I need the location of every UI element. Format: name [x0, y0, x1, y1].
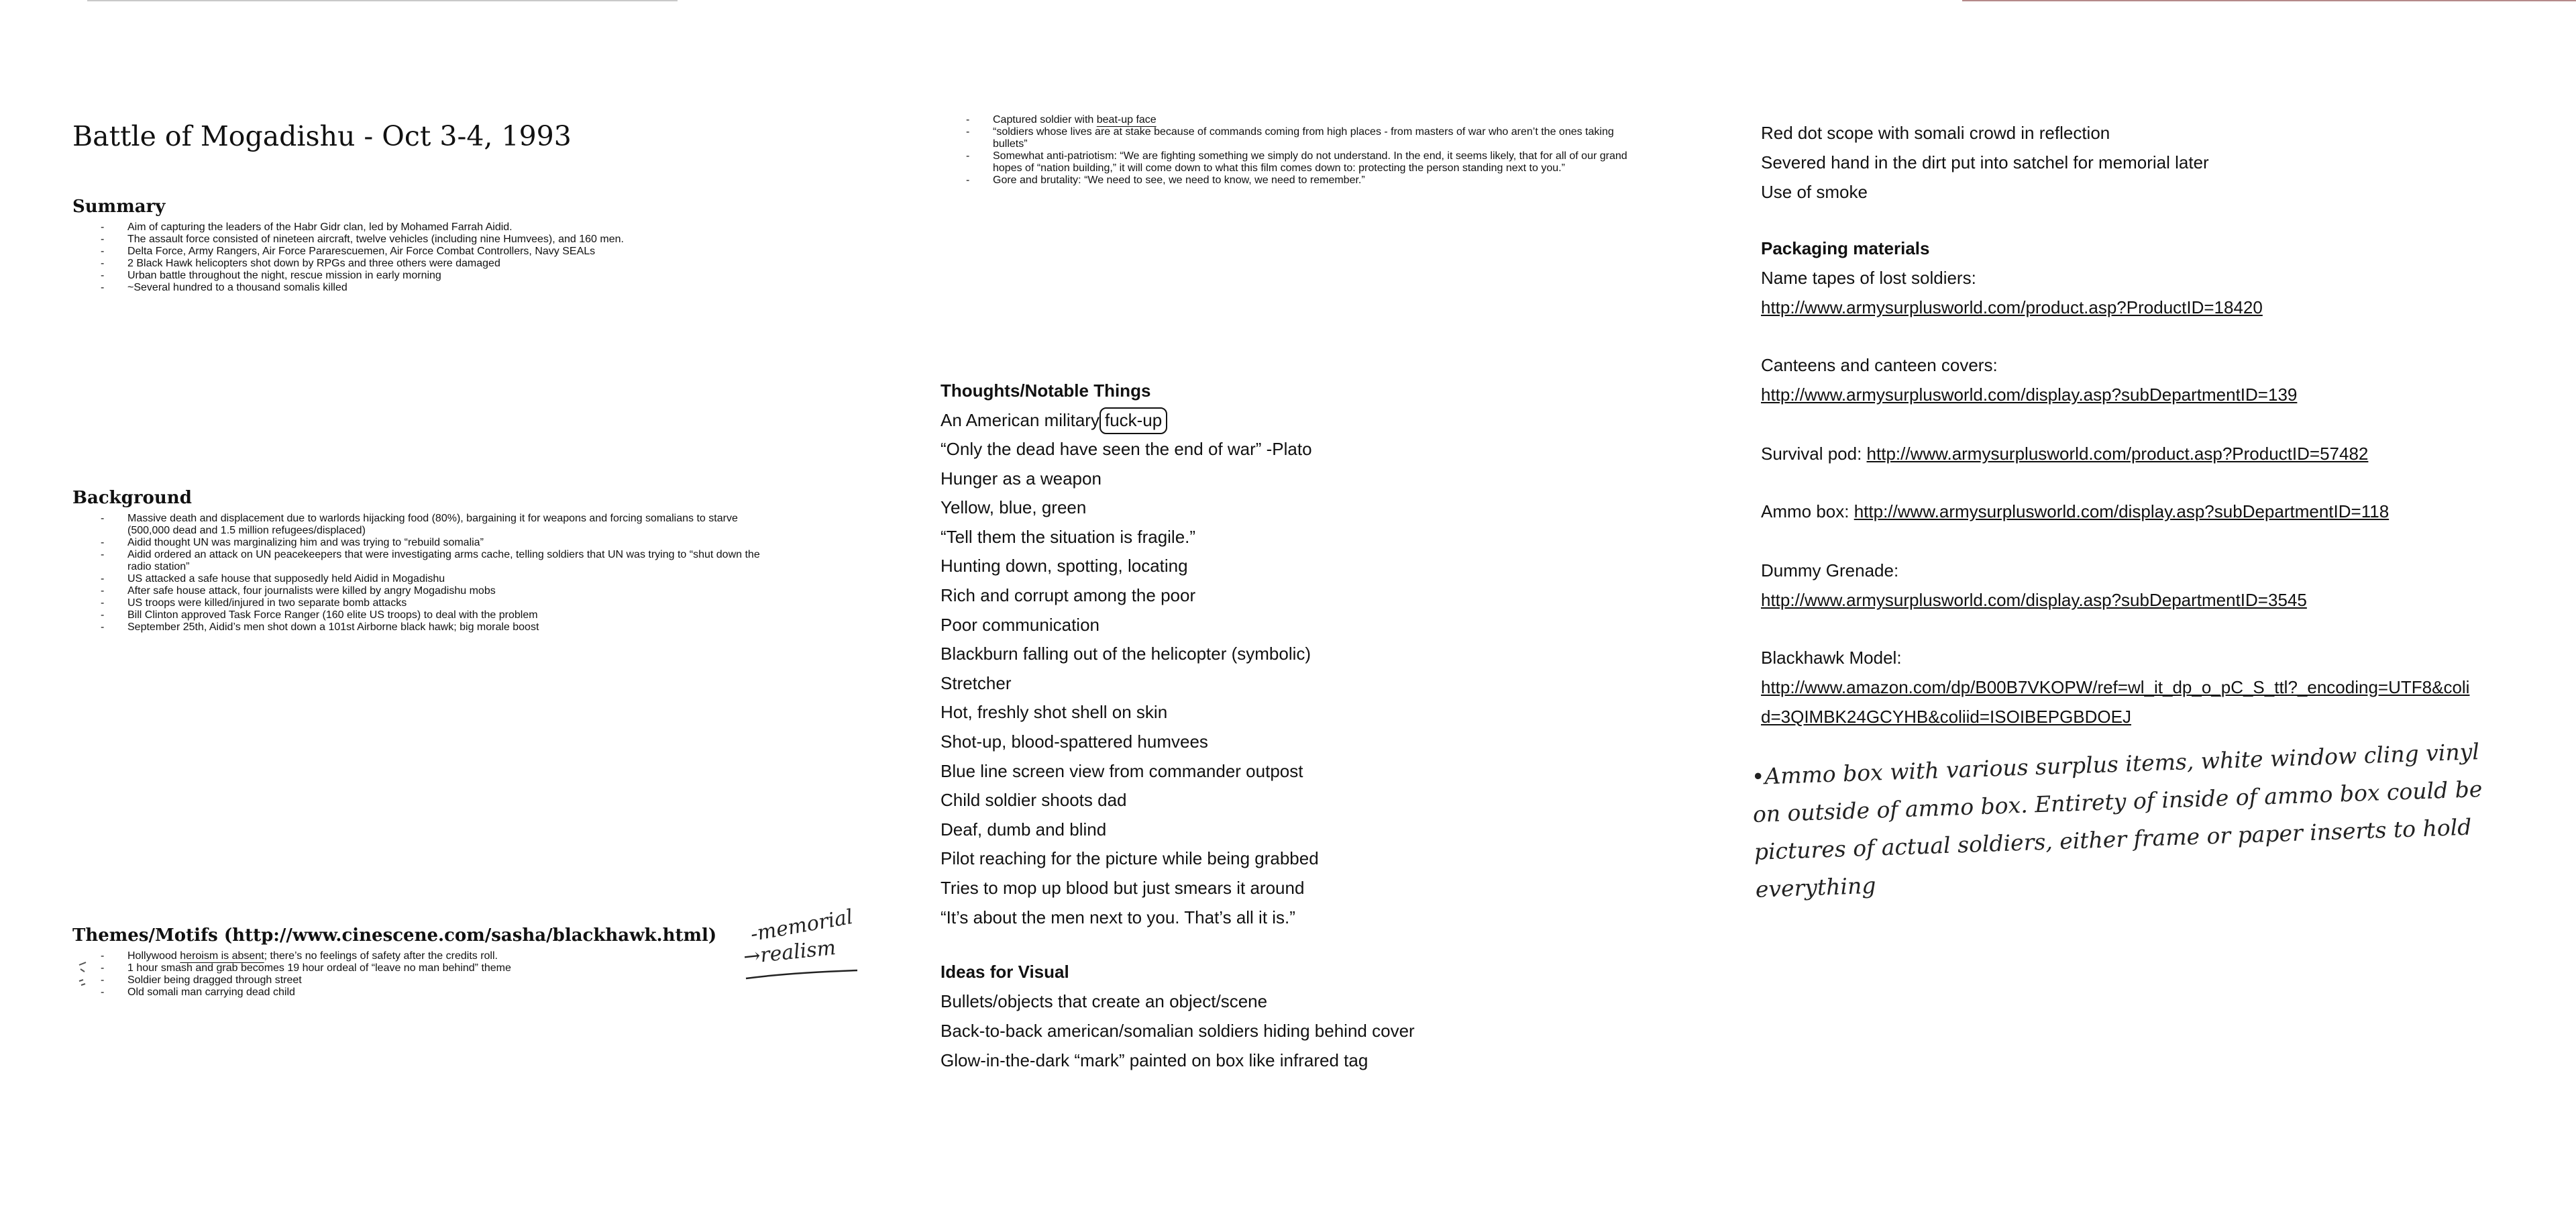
- page-title: Battle of Mogadishu - Oct 3-4, 1993: [72, 120, 572, 152]
- handwritten-note-line: everything: [1755, 872, 1876, 903]
- summary-heading: Summary: [72, 197, 166, 217]
- list-item: Deaf, dumb and blind: [941, 819, 1107, 840]
- canteens-link[interactable]: http://www.armysurplusworld.com/display.asp?subDepartmentID=139: [1761, 385, 2298, 405]
- thoughts-list: [941, 435, 1319, 932]
- summary-list: [101, 221, 771, 294]
- themes-heading: Themes/Motifs (http://www.cinescene.com/sasha/blackhawk.html): [72, 925, 717, 946]
- list-item: - Old somali man carrying dead child: [101, 986, 825, 999]
- list-item: Severed hand in the dirt put into satchel for memorial later: [1761, 152, 2209, 172]
- list-item: [966, 114, 1650, 126]
- list-item: Stretcher: [941, 672, 1012, 693]
- list-item: - “soldiers whose lives are at stake because of commands coming from high places - from masters of war who aren’t the ones taking bullets”: [966, 126, 1650, 150]
- list-item: Hunger as a weapon: [941, 468, 1102, 489]
- theme-underlined-text: heroism is absent: [180, 950, 264, 962]
- list-item: - Soldier being dragged through street: [101, 974, 825, 986]
- scan-artifact-left: [87, 0, 678, 1]
- packaging-heading: Packaging materials: [1761, 238, 1930, 258]
- handwritten-note-line: pictures of actual soldiers, either frame or paper inserts to hold: [1754, 813, 2472, 865]
- theme-text-post: ; there’s no feelings of safety after the credits roll.: [264, 950, 498, 962]
- ammo-box-link[interactable]: http://www.armysurplusworld.com/display.asp?subDepartmentID=118: [1854, 501, 2390, 521]
- list-item: - Urban battle throughout the night, rescue mission in early morning: [101, 270, 771, 282]
- handwritten-tick-marks: [75, 958, 95, 999]
- survival-pod-label: Survival pod:: [1761, 444, 1867, 464]
- ammo-box-line: [1761, 497, 2389, 526]
- thoughts-first-text: An American military: [941, 410, 1099, 430]
- scan-artifact-right: [1962, 0, 2576, 1]
- handwritten-note-line: •Ammo box with various surplus items, white window cling vinyl: [1751, 738, 2480, 790]
- background-heading: Background: [72, 488, 192, 508]
- list-item: - After safe house attack, four journalists were killed by angry Mogadishu mobs: [101, 585, 771, 597]
- list-item: [101, 950, 825, 962]
- list-item: Hunting down, spotting, locating: [941, 556, 1188, 576]
- thoughts-first-line: [941, 405, 1167, 435]
- list-item: Red dot scope with somali crowd in reflection: [1761, 123, 2110, 143]
- list-item: Back-to-back american/somalian soldiers hiding behind cover: [941, 1021, 1415, 1041]
- thoughts-heading: Thoughts/Notable Things: [941, 381, 1151, 401]
- list-item: - Aidid ordered an attack on UN peacekeepers that were investigating arms cache, telling soldiers that UN was trying to “shut down the radio station”: [101, 549, 771, 573]
- list-item: “Tell them the situation is fragile.”: [941, 526, 1196, 547]
- blackhawk-link-part1[interactable]: http://www.amazon.com/dp/B00B7VKOPW/ref=wl_it_dp_o_pC_S_ttl?_encoding=UTF8&coli: [1761, 677, 2470, 697]
- visual-heading: Ideas for Visual: [941, 962, 1069, 982]
- list-item: Rich and corrupt among the poor: [941, 585, 1196, 605]
- right-top-list: [1761, 118, 2209, 207]
- handwritten-underline-mark: [743, 966, 864, 986]
- list-item: - Aim of capturing the leaders of the Habr Gidr clan, led by Mohamed Farrah Aidid.: [101, 221, 771, 234]
- captured-underlined-text: beat-up face: [1096, 114, 1157, 125]
- ammo-box-label: Ammo box:: [1761, 501, 1854, 521]
- background-list: [101, 513, 771, 634]
- list-item: Tries to mop up blood but just smears it around: [941, 877, 1305, 898]
- list-item: Bullets/objects that create an object/scene: [941, 991, 1268, 1011]
- handwritten-note-line: on outside of ammo box. Entirety of inside of ammo box could be: [1752, 775, 2483, 827]
- list-item: - Aidid thought UN was marginalizing him and was trying to “rebuild somalia”: [101, 537, 771, 549]
- handwritten-memorial: -memorial: [749, 905, 855, 947]
- theme-text-pre: Hollywood: [127, 950, 180, 962]
- list-item: - Somewhat anti-patriotism: “We are fighting something we simply do not understand. In the end, it seems likely, that for all of our grand hopes of “nation building,” it will come down to what this film comes down to: protecting the person standing next to you.”: [966, 150, 1650, 174]
- list-item: - ~Several hundred to a thousand somalis killed: [101, 282, 771, 294]
- blackhawk-label: Blackhawk Model:: [1761, 648, 1902, 668]
- list-item: Hot, freshly shot shell on skin: [941, 702, 1168, 723]
- list-item: - Delta Force, Army Rangers, Air Force Pararescuemen, Air Force Combat Controllers, Navy SEALs: [101, 246, 771, 258]
- list-item: Shot-up, blood-spattered humvees: [941, 731, 1208, 752]
- list-item: Glow-in-the-dark “mark” painted on box like infrared tag: [941, 1050, 1368, 1070]
- middle-list: [966, 114, 1650, 187]
- list-item: - Gore and brutality: “We need to see, we need to know, we need to remember.”: [966, 174, 1650, 187]
- survival-pod-line: [1761, 439, 2368, 468]
- name-tapes-link[interactable]: http://www.armysurplusworld.com/product.asp?ProductID=18420: [1761, 297, 2263, 317]
- list-item: Yellow, blue, green: [941, 497, 1087, 518]
- themes-list: [101, 950, 825, 999]
- dummy-grenade-label: Dummy Grenade:: [1761, 560, 1899, 580]
- list-item: “It’s about the men next to you. That’s all it is.”: [941, 907, 1295, 927]
- list-item: Pilot reaching for the picture while being grabbed: [941, 848, 1319, 869]
- list-item: Use of smoke: [1761, 182, 1868, 202]
- survival-pod-link[interactable]: http://www.armysurplusworld.com/product.asp?ProductID=57482: [1866, 444, 2369, 464]
- list-item: - US troops were killed/injured in two separate bomb attacks: [101, 597, 771, 609]
- list-item: - September 25th, Aidid’s men shot down a 101st Airborne black hawk; big morale boost: [101, 621, 771, 634]
- list-item: - 1 hour smash and grab becomes 19 hour ordeal of “leave no man behind” theme: [101, 962, 825, 974]
- list-item: Blackburn falling out of the helicopter (symbolic): [941, 644, 1311, 664]
- visual-list: [941, 986, 1415, 1075]
- list-item: - 2 Black Hawk helicopters shot down by RPGs and three others were damaged: [101, 258, 771, 270]
- handwritten-note: [1751, 733, 2485, 909]
- blackhawk-link-part2[interactable]: d=3QIMBK24GCYHB&coliid=ISOIBEPGBDOEJ: [1761, 707, 2131, 727]
- name-tapes-label: Name tapes of lost soldiers:: [1761, 268, 1976, 288]
- list-item: - Bill Clinton approved Task Force Ranger (160 elite US troops) to deal with the problem: [101, 609, 771, 621]
- canteens-label: Canteens and canteen covers:: [1761, 355, 1998, 375]
- list-item: - US attacked a safe house that supposedly held Aidid in Mogadishu: [101, 573, 771, 585]
- list-item: - The assault force consisted of nineteen aircraft, twelve vehicles (including nine Humvees), and 160 men.: [101, 234, 771, 246]
- list-item: Child soldier shoots dad: [941, 790, 1127, 811]
- list-item: Blue line screen view from commander outpost: [941, 760, 1303, 781]
- boxed-handwritten-annotation: fuck-up: [1099, 407, 1167, 434]
- list-item: - Massive death and displacement due to warlords hijacking food (80%), bargaining it for weapons and forcing somalians to starve (500,000 dead and 1.5 million refugees/displaced): [101, 513, 771, 537]
- list-item: “Only the dead have seen the end of war” -Plato: [941, 439, 1312, 459]
- handwritten-realism: →realism: [742, 935, 837, 970]
- dummy-grenade-link[interactable]: http://www.armysurplusworld.com/display.asp?subDepartmentID=3545: [1761, 590, 2307, 610]
- list-item: Poor communication: [941, 614, 1099, 635]
- captured-text-pre: Captured soldier with: [993, 114, 1097, 125]
